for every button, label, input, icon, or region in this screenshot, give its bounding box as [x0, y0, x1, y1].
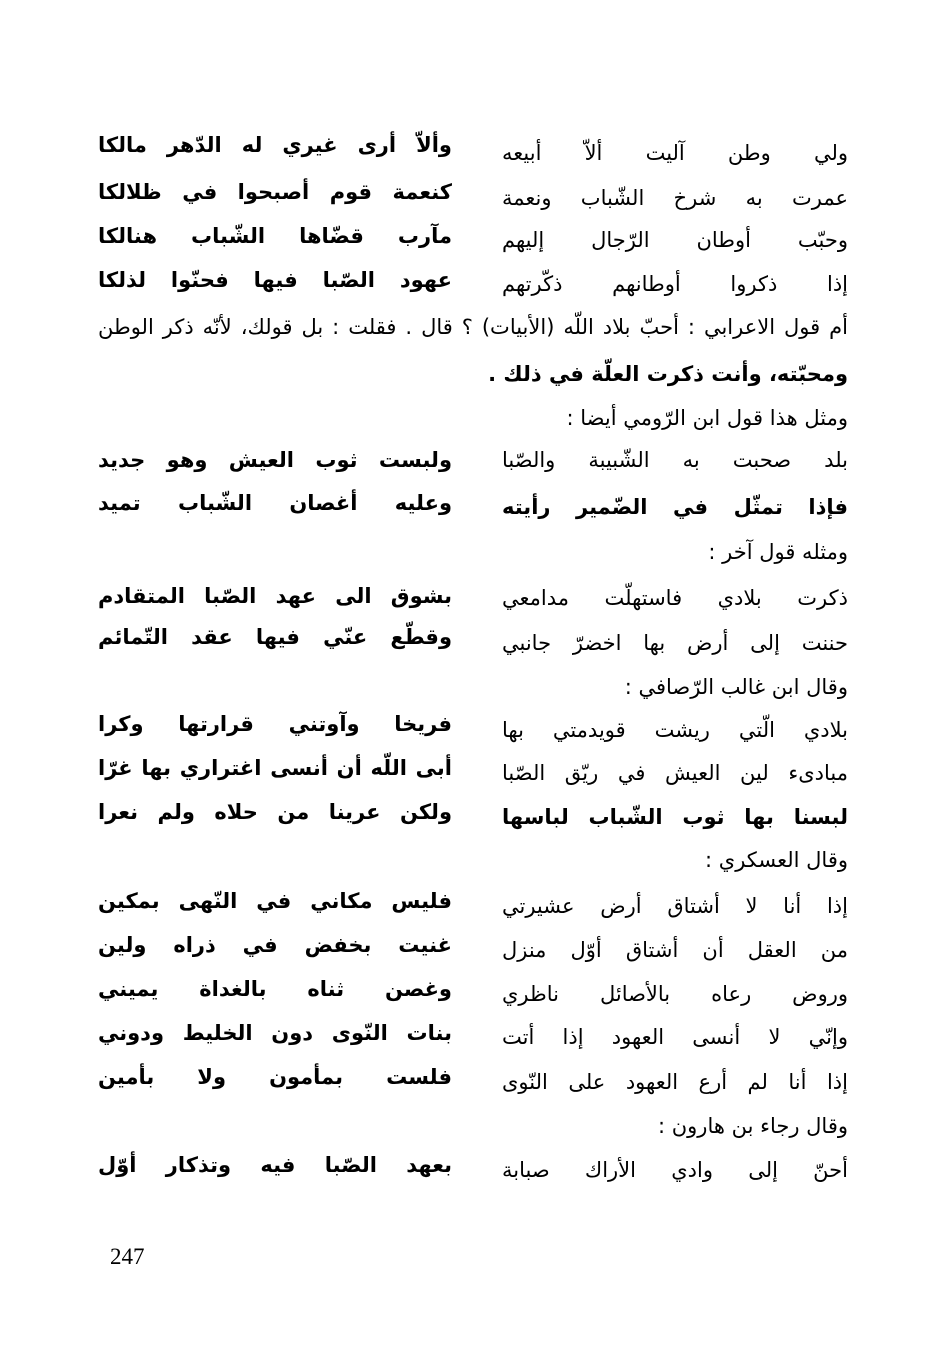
verse-right: فإذا تمثّل في الضّمير رأيته: [502, 495, 848, 519]
prose-line: ومحبّته، وأنت ذكرت العلّة في ذلك .: [488, 362, 848, 386]
verse-right: ولي وطن آليت ألاّ أبيعه: [502, 141, 848, 165]
verse-left: كنعمة قوم أصبحوا في ظلالكا: [98, 180, 452, 204]
verse-left: فلست بمأمون ولا بأمين: [98, 1065, 452, 1089]
prose-line: وقال رجاء بن هارون :: [657, 1114, 848, 1138]
verse-right: إذا أنا لا أشتاق أرض عشيرتي: [502, 894, 848, 918]
prose-line: أم قول الاعرابي : أحبّ بلاد اللّه (الأبيات) ؟ قال . فقلت : بل قولك، لأنّه ذكر الوطن: [98, 315, 848, 339]
verse-left: وألاّ أرى غيري له الدّهر مالكا: [98, 133, 452, 157]
verse-left: فريخا وآوتني قرارتها وكرا: [98, 712, 452, 736]
prose-line: وقال العسكري :: [705, 848, 848, 872]
verse-right: وروض رعاه بالأصائل ناظري: [502, 982, 848, 1006]
verse-left: ولكن عرينا من حلاه ولم نعرا: [98, 800, 452, 824]
verse-right: ذكرت بلادي فاستهلّت مدامعي: [502, 586, 848, 610]
verse-left: وغصن ثناه بالغداة يميني: [98, 977, 452, 1001]
prose-line: ومثل هذا قول ابن الرّومي أيضا :: [566, 406, 848, 430]
verse-left: بشوق الى عهد الصّبا المتقادم: [98, 584, 452, 608]
verse-left: بنات النّوى دون الخليط ودوني: [98, 1021, 452, 1045]
page-number: 247: [110, 1244, 145, 1269]
verse-right: إذا أنا لم أرع العهود على النّوى: [502, 1070, 848, 1094]
verse-left: ولبست ثوب العيش وهو جديد: [98, 448, 452, 472]
verse-right: وحبّب أوطان الرّجال إليهم: [502, 228, 848, 252]
verse-left: غنيت بخفض في ذراه ولين: [98, 933, 452, 957]
prose-line: وقال ابن غالب الرّصافي :: [624, 675, 848, 699]
verse-left: أبى اللّه أن أنسى اغتراري بها غرّا: [98, 756, 452, 780]
verse-right: أحنّ إلى وادي الأراك صبابة: [502, 1158, 848, 1182]
verse-right: حننت إلى أرض بها اخضرّ جانبي: [502, 631, 848, 655]
verse-right: من العقل أن أشتاق أوّل منزل: [502, 938, 848, 962]
verse-right: مبادىء لين العيش في ريّق الصّبا: [502, 761, 848, 785]
verse-left: وعليه أغصان الشّباب تميد: [98, 491, 452, 515]
verse-left: مآرب قضّاها الشّباب هنالكا: [98, 224, 452, 248]
verse-left: بعهد الصّبا فيه وتذكار أوّل: [98, 1153, 452, 1177]
prose-line: ومثله قول آخر :: [708, 540, 848, 564]
verse-left: وقطّع عنّي فيها عقد التّمائم: [98, 625, 452, 649]
verse-right: وإنّي لا أنسى العهود إذا أتت: [502, 1025, 848, 1049]
verse-right: إذا ذكروا أوطانهم ذكّرتهم: [502, 272, 848, 296]
verse-right: بلد صحبت به الشّبيبة والصّبا: [502, 448, 848, 472]
verse-left: عهود الصّبا فيها فحنّوا لذلكا: [98, 268, 452, 292]
verse-left: فليس مكاني في النّهى بمكين: [98, 889, 452, 913]
verse-right: عمرت به شرخ الشّباب ونعمة: [502, 186, 848, 210]
verse-right: بلادي الّتي ريشت قويدمتي بها: [502, 718, 848, 742]
verse-right: لبسنا بها ثوب الشّباب لباسها: [502, 805, 848, 829]
